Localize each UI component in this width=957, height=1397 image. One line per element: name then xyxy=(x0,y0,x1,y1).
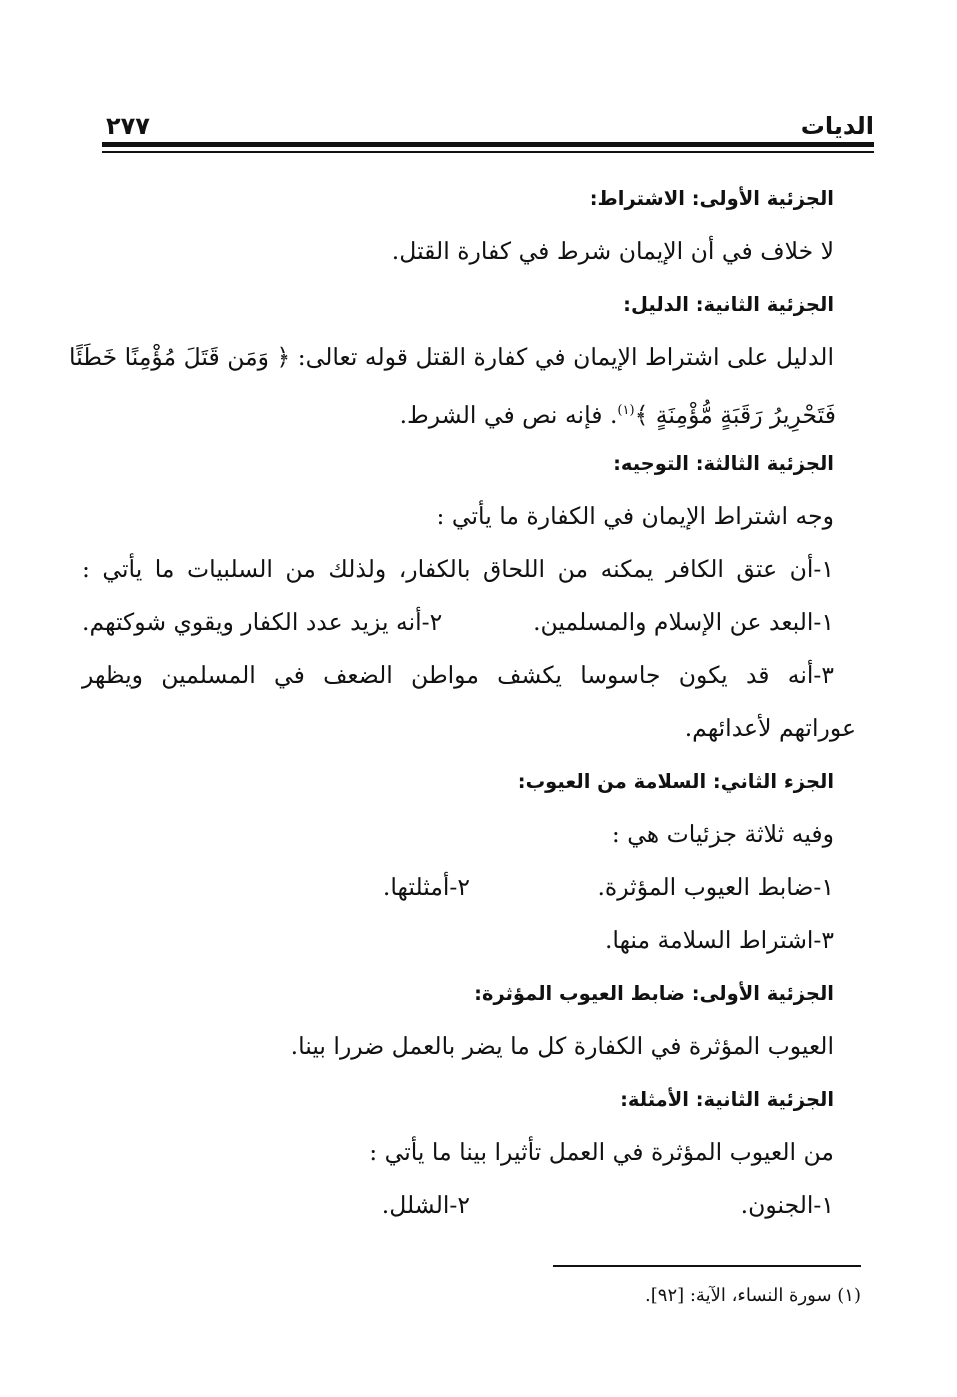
running-title: الديات xyxy=(800,112,874,140)
paragraph-text: . فإنه نص في الشرط. xyxy=(399,400,618,429)
section-heading: الجزء الثاني: السلامة من العيوب: xyxy=(517,770,834,793)
list-row xyxy=(102,861,834,914)
paragraph-line xyxy=(102,384,836,437)
paragraph-line: عوراتهم لأعدائهم. xyxy=(684,714,856,742)
paragraph-line: ٣-اشتراط السلامة منها. xyxy=(604,926,834,954)
paragraph-line: وجه اشتراط الإيمان في الكفارة ما يأتي : xyxy=(436,502,834,530)
paragraph-line: وفيه ثلاثة جزئيات هي : xyxy=(611,820,834,848)
quran-verse: فَتَحْرِيرُ رَقَبَةٍ مُّؤْمِنَةٍ ﴾ xyxy=(634,400,836,429)
main-text xyxy=(69,172,856,1232)
page-number: ٢٧٧ xyxy=(106,112,150,140)
list-item: ٢-أنه يزيد عدد الكفار ويقوي شوكتهم. xyxy=(82,608,443,636)
footnote-ref: (١) xyxy=(617,403,635,418)
section-heading: الجزئية الثانية: الأمثلة: xyxy=(620,1088,834,1111)
header-rule-thin xyxy=(102,151,874,153)
list-item: ١-البعد عن الإسلام والمسلمين. xyxy=(533,608,834,636)
section-heading: الجزئية الأولى: ضابط العيوب المؤثرة: xyxy=(474,982,834,1005)
list-item: ١-الجنون. xyxy=(740,1191,834,1219)
paragraph-line: الدليل على اشتراط الإيمان في كفارة القتل قوله تعالى: ﴿ وَمَن قَتَلَ مُؤْمِنًا خَطَئًا xyxy=(69,343,834,371)
list-row xyxy=(82,596,834,649)
footnote-separator xyxy=(553,1265,861,1267)
footnote: (١) سورة النساء، الآية: [٩٢]. xyxy=(645,1285,861,1306)
list-row xyxy=(102,1179,834,1232)
list-item: ٢-أمثلتها. xyxy=(382,873,470,901)
list-item: ١-ضابط العيوب المؤثرة. xyxy=(597,873,834,901)
section-heading: الجزئية الثالثة: التوجيه: xyxy=(613,452,834,475)
paragraph-line: ١-أن عتق الكافر يمكنه من اللحاق بالكفار، ولذلك من السلبيات ما يأتي : xyxy=(82,555,834,583)
paragraph-line: لا خلاف في أن الإيمان شرط في كفارة القتل. xyxy=(391,237,834,265)
paragraph-line: ٣-أنه قد يكون جاسوسا يكشف مواطن الضعف في المسلمين ويظهر xyxy=(82,661,834,689)
paragraph-line: من العيوب المؤثرة في العمل تأثيرا بينا ما يأتي : xyxy=(369,1138,834,1166)
header-rule-thick xyxy=(102,142,874,147)
section-heading: الجزئية الأولى: الاشتراط: xyxy=(589,187,834,210)
paragraph-line: العيوب المؤثرة في الكفارة كل ما يضر بالعمل ضررا بينا. xyxy=(290,1032,834,1060)
list-item: ٢-الشلل. xyxy=(381,1191,470,1219)
section-heading: الجزئية الثانية: الدليل: xyxy=(623,293,834,316)
